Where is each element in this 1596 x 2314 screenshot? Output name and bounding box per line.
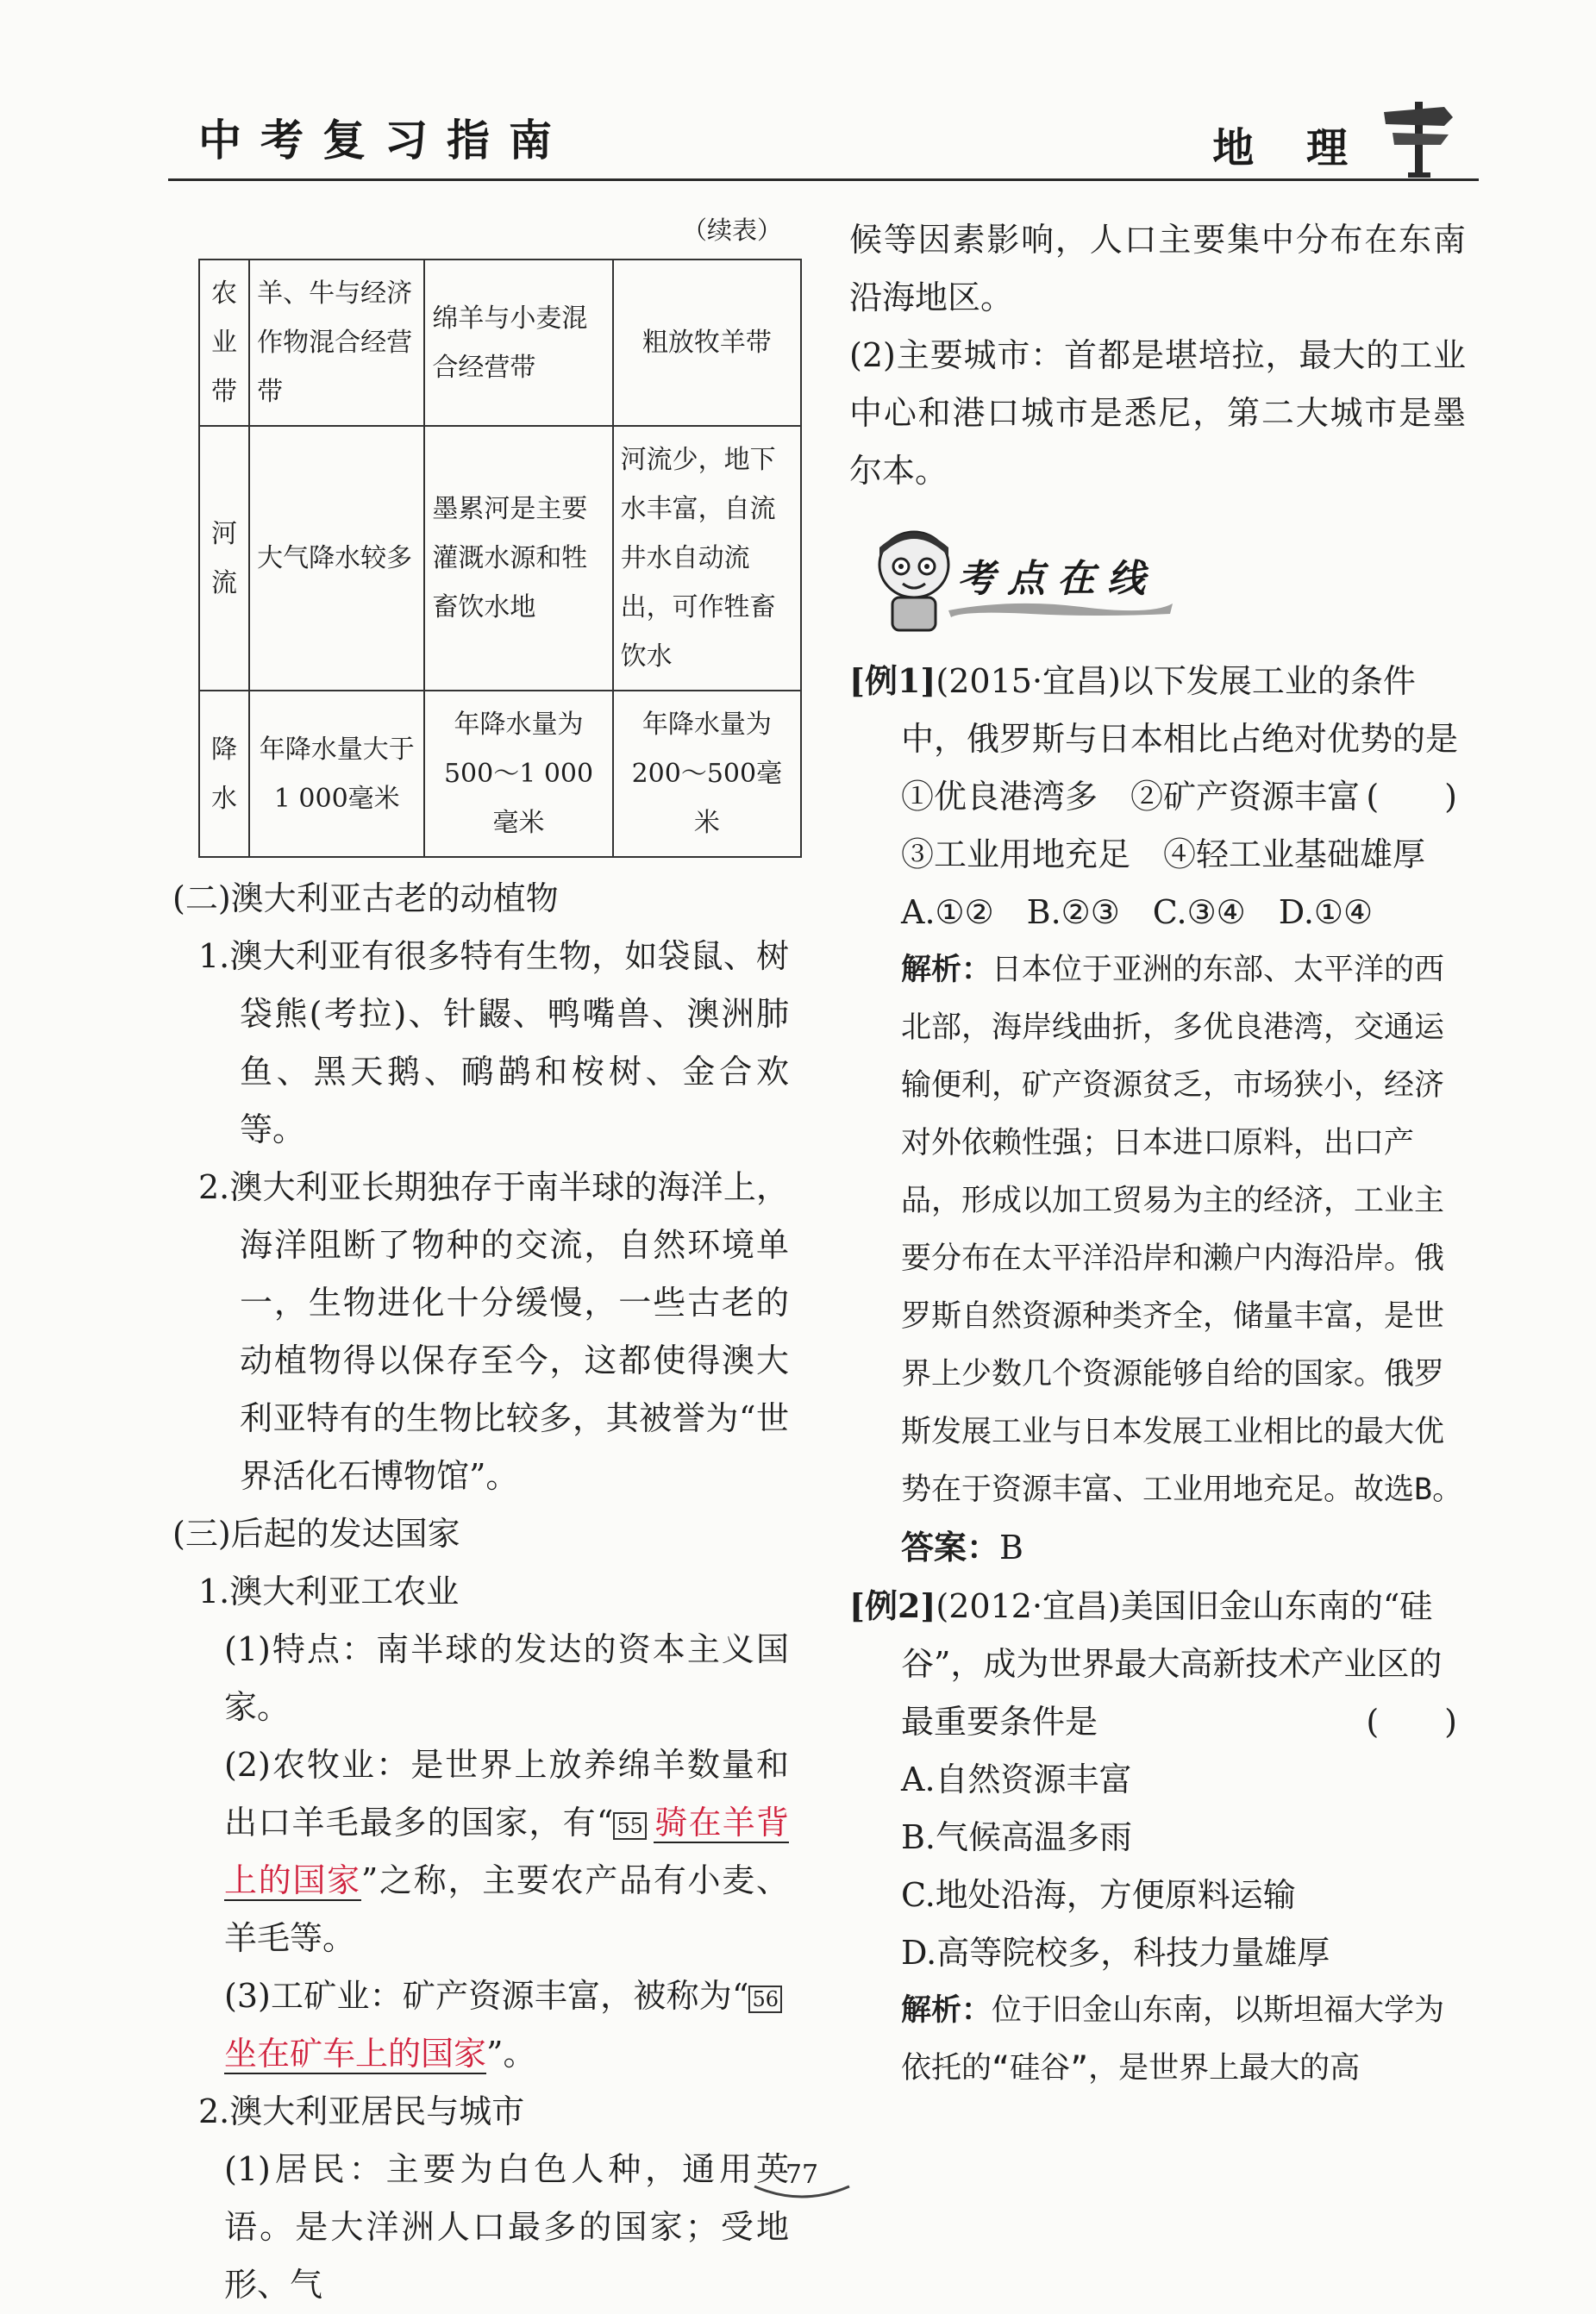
- continued-label: （续表）: [681, 216, 782, 245]
- analysis-label: 解析：: [901, 1993, 992, 2028]
- analysis: [849, 1982, 1466, 2098]
- subheading: 2.澳大利亚居民与城市: [198, 2092, 525, 2130]
- table-row: [199, 426, 801, 691]
- blank-number: 55: [613, 1812, 647, 1840]
- table-cell: 年降水量为200～500毫米: [613, 691, 801, 857]
- table-row: [199, 260, 801, 426]
- answer-value: B: [999, 1529, 1023, 1567]
- option-b: B.气候高温多雨: [901, 1818, 1133, 1856]
- paragraph: (2)主要城市：首都是堪培拉，最大的工业中心和港口城市是悉尼，第二大城市是墨尔本。: [849, 336, 1466, 490]
- question-text: (2015·宜昌)以下发展工业的条件中，俄罗斯与日本相比占绝对优势的是: [901, 662, 1459, 758]
- answer-label: 答案：: [901, 1529, 1000, 1567]
- section-heading: (二)澳大利亚古老的动植物: [172, 879, 559, 917]
- example-2-stem: [849, 1577, 1466, 1751]
- table-cell: 年降水量大于1 000毫米: [249, 691, 424, 857]
- analysis-text: 位于旧金山东南，以斯坦福大学为依托的“硅谷”，是世界上最大的高: [901, 1993, 1445, 2086]
- paragraph: [172, 1967, 789, 2083]
- left-column: [172, 211, 789, 2314]
- paragraph-text: ”。: [486, 2035, 536, 2073]
- table-cell: 年降水量为500～1 000毫米: [424, 691, 612, 857]
- paragraph: [172, 1736, 789, 1967]
- paragraph-text: ”之称，主要农产品有小麦、羊毛等。: [224, 1861, 789, 1957]
- option-line: ①优良港湾多 ②矿产资源丰富: [901, 778, 1361, 816]
- option-d: D.高等院校多，科技力量雄厚: [901, 1934, 1330, 1972]
- example-label: [例1]: [849, 661, 936, 700]
- table-cell: 农业带: [199, 260, 249, 426]
- choice-line: A.①② B.②③ C.③④ D.①④: [901, 893, 1374, 931]
- filled-answer: 坐在矿车上的国家: [224, 2035, 487, 2073]
- example-label: [例2]: [849, 1586, 936, 1625]
- paragraph-text: (2)农牧业：是世界上放养绵羊数量和出口羊毛最多的国家，有“: [224, 1746, 789, 1842]
- right-column: [849, 211, 1466, 2098]
- filled-answer: 骑在羊背上的国家: [224, 1804, 789, 1899]
- signpost-icon: [1375, 95, 1461, 181]
- climate-agriculture-table: [198, 259, 802, 858]
- question-text: (2012·宜昌)美国旧金山东南的“硅谷”，成为世界最大高新技术产业区的最重要条件是: [901, 1587, 1443, 1741]
- paragraph: 1.澳大利亚有很多特有生物，如袋鼠、树袋熊(考拉)、针鼹、鸭嘴兽、澳洲肺鱼、黑天鹅、鸸鹋和桉树、金合欢等。: [198, 937, 789, 1148]
- header-rule: [168, 178, 1479, 181]
- paragraph: (1)居民：主要为白色人种，通用英语。是大洋洲人口最多的国家；受地形、气: [224, 2150, 789, 2304]
- table-cell: 大气降水较多: [249, 426, 424, 691]
- analysis-text: 日本位于亚洲的东部、太平洋的西北部，海岸线曲折，多优良港湾，交通运输便利，矿产资源贫乏，市场狭小，经济对外依赖性强；日本进口原料，出口产品，形成以加工贸易为主的经济，工业主要分布在太平洋沿岸和濑户内海沿岸。俄罗斯自然资源种类齐全，储量丰富，是世界上少数几个资源能够自给的国家。俄罗斯发展工业与日本发展工业相比的最大优势在于资源丰富、工业用地充足。故选B。: [901, 953, 1463, 1507]
- option-c: C.地处沿海，方便原料运输: [901, 1876, 1296, 1914]
- table-cell: 绵羊与小麦混合经营带: [424, 260, 612, 426]
- table-cell: 河流: [199, 426, 249, 691]
- option-a: A.自然资源丰富: [901, 1761, 1132, 1798]
- paragraph: 候等因素影响，人口主要集中分布在东南沿海地区。: [849, 221, 1466, 316]
- answer-line: [849, 1519, 1466, 1577]
- option-line: ③工业用地充足 ④轻工业基础雄厚: [901, 835, 1426, 873]
- banner-title: 考点在线: [957, 557, 1157, 601]
- table-cell: 降水: [199, 691, 249, 857]
- subheading: 1.澳大利亚工农业: [198, 1573, 460, 1610]
- analysis-label: 解析：: [901, 953, 992, 987]
- section-heading: (三)后起的发达国家: [172, 1515, 460, 1553]
- table-cell: 墨累河是主要灌溉水源和牲畜饮水地: [424, 426, 612, 691]
- table-cell: 河流少，地下水丰富，自流井水自动流出，可作牲畜饮水: [613, 426, 801, 691]
- page-header: [168, 99, 1479, 181]
- blank-number: 56: [748, 1986, 782, 2013]
- answer-paren: ( ): [1366, 778, 1457, 816]
- book-title: 中考复习指南: [198, 116, 571, 166]
- table-cell: 羊、牛与经济作物混合经营带: [249, 260, 424, 426]
- section-banner: [849, 517, 1466, 647]
- table-row: [199, 691, 801, 857]
- paragraph: (1)特点：南半球的发达的资本主义国家。: [224, 1630, 789, 1726]
- answer-paren: ( ): [1366, 1703, 1457, 1741]
- subject-title: 地 理: [1212, 124, 1367, 172]
- paragraph: 2.澳大利亚长期独存于南半球的海洋上，海洋阻断了物种的交流，自然环境单一，生物进化十分缓慢，一些古老的动植物得以保存至今，这都使得澳大利亚特有的生物比较多，其被誉为“世界活化石博物馆”。: [198, 1168, 789, 1495]
- page-number: 77: [785, 2160, 819, 2190]
- table-cell: 粗放牧羊带: [613, 260, 801, 426]
- analysis: [849, 941, 1466, 1519]
- page-number-ornament: [750, 2181, 854, 2202]
- paragraph-text: (3)工矿业：矿产资源丰富，被称为“: [224, 1977, 749, 2015]
